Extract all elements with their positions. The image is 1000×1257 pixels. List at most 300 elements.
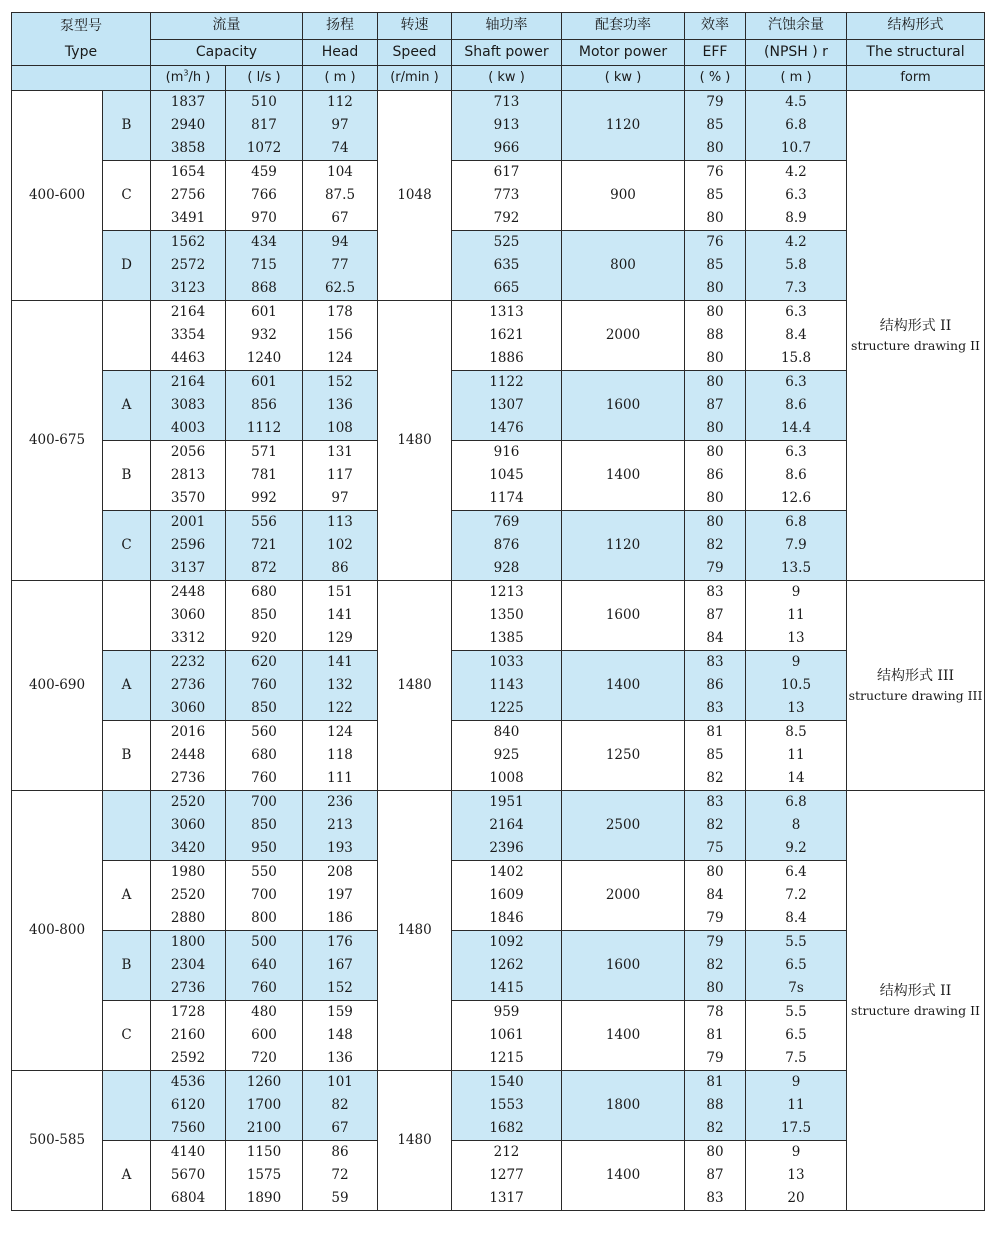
table-row <box>12 651 985 721</box>
cell-value: 83 <box>706 654 724 670</box>
cell-head <box>303 511 378 581</box>
cell-value: 79 <box>706 934 724 950</box>
cell-value: 680 <box>251 747 277 763</box>
cell-value: 3354 <box>170 327 206 343</box>
cell-value: 2160 <box>170 1027 206 1043</box>
speed-cell: 1048 <box>378 91 452 301</box>
cell-npsh <box>746 931 847 1001</box>
model-cell: 400-690 <box>12 581 103 791</box>
cell-value: 7560 <box>170 1120 206 1136</box>
cell-value: 1540 <box>489 1074 524 1090</box>
cell-value: 13.5 <box>780 560 812 576</box>
table-row <box>12 441 985 511</box>
cell-npsh <box>746 231 847 301</box>
cell-eff <box>685 301 746 371</box>
header-type <box>12 13 151 66</box>
cell-value: 76 <box>706 234 724 250</box>
cell-value: 8.6 <box>785 397 807 413</box>
cell-value: 850 <box>251 817 277 833</box>
cell-value: 141 <box>327 607 353 623</box>
cell-value: 88 <box>706 327 724 343</box>
cell-value: 3083 <box>170 397 206 413</box>
cell-value: 81 <box>706 1074 724 1090</box>
cell-m3h <box>151 511 226 581</box>
cell-ls <box>226 1001 303 1071</box>
cell-npsh <box>746 581 847 651</box>
cell-value: 1317 <box>489 1190 524 1206</box>
cell-npsh <box>746 301 847 371</box>
cell-shaft <box>452 441 562 511</box>
table-row <box>12 511 985 581</box>
cell-value: 129 <box>327 630 353 646</box>
cell-value: 2880 <box>170 910 206 926</box>
cell-value: 928 <box>493 560 520 576</box>
cell-value: 1385 <box>489 630 524 646</box>
model-cell: 500-585 <box>12 1071 103 1211</box>
cell-value: 766 <box>251 187 277 203</box>
table-row <box>12 91 985 161</box>
cell-value: 1837 <box>170 94 206 110</box>
cell-value: 156 <box>327 327 353 343</box>
cell-value: 80 <box>706 140 724 156</box>
unit-shaft: ( kw ) <box>452 66 562 91</box>
cell-value: 102 <box>327 537 353 553</box>
cell-value: 920 <box>251 630 277 646</box>
subtype-cell: D <box>103 231 151 301</box>
cell-value: 1122 <box>489 374 524 390</box>
cell-value: 601 <box>251 304 277 320</box>
cell-value: 2396 <box>489 840 524 856</box>
cell-value: 62.5 <box>324 280 356 296</box>
cell-value: 176 <box>327 934 353 950</box>
cell-value: 1654 <box>170 164 206 180</box>
cell-value: 556 <box>251 514 277 530</box>
header-motor-en: Motor power <box>562 39 685 66</box>
cell-value: 700 <box>251 887 277 903</box>
table-row <box>12 231 985 301</box>
cell-npsh <box>746 161 847 231</box>
cell-value: 6.8 <box>785 514 807 530</box>
cell-value: 665 <box>493 280 520 296</box>
cell-value: 4.2 <box>785 164 807 180</box>
cell-value: 500 <box>251 934 277 950</box>
cell-value: 2736 <box>170 677 206 693</box>
cell-value: 8.6 <box>785 467 807 483</box>
cell-value: 79 <box>706 910 724 926</box>
cell-value: 59 <box>331 1190 349 1206</box>
cell-head <box>303 1071 378 1141</box>
structure-cell <box>847 581 985 791</box>
cell-value: 550 <box>251 864 277 880</box>
cell-eff <box>685 1141 746 1211</box>
cell-value: 6.8 <box>785 117 807 133</box>
cell-value: 1143 <box>489 677 524 693</box>
cell-motor: 1400 <box>562 441 685 511</box>
cell-value: 8.9 <box>785 210 807 226</box>
cell-value: 640 <box>251 957 277 973</box>
cell-value: 3570 <box>170 490 206 506</box>
cell-value: 3123 <box>170 280 206 296</box>
cell-shaft <box>452 581 562 651</box>
cell-value: 6.8 <box>785 794 807 810</box>
cell-motor: 1120 <box>562 511 685 581</box>
cell-value: 3420 <box>170 840 206 856</box>
cell-value: 4140 <box>170 1144 206 1160</box>
cell-value: 1061 <box>489 1027 524 1043</box>
cell-value: 83 <box>706 700 724 716</box>
cell-value: 80 <box>706 374 724 390</box>
cell-value: 1215 <box>489 1050 524 1066</box>
structure-cn: 结构形式 II <box>879 317 952 334</box>
cell-value: 13 <box>787 1167 805 1183</box>
cell-value: 1033 <box>489 654 524 670</box>
cell-value: 14 <box>787 770 805 786</box>
structure-cn: 结构形式 II <box>879 983 952 999</box>
table-row <box>12 371 985 441</box>
cell-value: 850 <box>251 607 277 623</box>
cell-value: 15.8 <box>780 350 812 366</box>
cell-value: 856 <box>251 397 277 413</box>
cell-value: 1728 <box>170 1004 206 1020</box>
cell-value: 80 <box>706 444 724 460</box>
cell-value: 1890 <box>246 1190 282 1206</box>
header-struct-en2: form <box>847 66 985 91</box>
table-row <box>12 1071 985 1141</box>
cell-value: 560 <box>251 724 277 740</box>
header-shaft-cn: 轴功率 <box>485 17 528 34</box>
cell-eff <box>685 231 746 301</box>
cell-value: 12.6 <box>780 490 812 506</box>
cell-value: 193 <box>327 840 353 856</box>
cell-eff <box>685 511 746 581</box>
cell-value: 2813 <box>170 467 206 483</box>
cell-value: 152 <box>327 980 353 996</box>
cell-ls <box>226 91 303 161</box>
cell-value: 1150 <box>246 1144 282 1160</box>
cell-value: 1225 <box>489 700 524 716</box>
structure-cell <box>847 791 985 1211</box>
cell-head <box>303 301 378 371</box>
cell-value: 6.4 <box>785 864 807 880</box>
header-eff-cn: 效率 <box>701 17 729 34</box>
cell-value: 6120 <box>170 1097 206 1113</box>
structure-cn: 结构形式 III <box>876 667 955 684</box>
unit-head: ( m ) <box>303 66 378 91</box>
cell-value: 2592 <box>170 1050 206 1066</box>
cell-value: 950 <box>251 840 277 856</box>
cell-npsh <box>746 721 847 791</box>
cell-value: 1700 <box>246 1097 282 1113</box>
cell-value: 81 <box>706 724 724 740</box>
cell-value: 5670 <box>170 1167 206 1183</box>
cell-value: 1174 <box>489 490 524 506</box>
cell-m3h <box>151 931 226 1001</box>
cell-value: 74 <box>331 140 349 156</box>
cell-npsh <box>746 651 847 721</box>
cell-value: 2001 <box>170 514 206 530</box>
cell-npsh <box>746 1071 847 1141</box>
cell-value: 9.2 <box>785 840 807 856</box>
cell-value: 9 <box>791 654 801 670</box>
structure-cell <box>847 91 985 581</box>
cell-value: 82 <box>331 1097 349 1113</box>
subtype-cell <box>103 1071 151 1141</box>
unit-m3h-pre: (m <box>165 70 184 85</box>
cell-value: 84 <box>706 630 724 646</box>
cell-value: 87 <box>706 1167 724 1183</box>
pump-performance-table <box>11 12 985 1211</box>
cell-value: 80 <box>706 420 724 436</box>
cell-value: 79 <box>706 94 724 110</box>
cell-value: 5.8 <box>785 257 807 273</box>
header-capacity-en: Capacity <box>151 39 303 66</box>
structure-en: structure drawing III <box>848 687 983 703</box>
cell-value: 8 <box>791 817 801 833</box>
cell-head <box>303 231 378 301</box>
header-capacity <box>151 13 303 40</box>
table-row <box>12 721 985 791</box>
cell-value: 850 <box>251 700 277 716</box>
cell-value: 510 <box>251 94 277 110</box>
cell-value: 167 <box>327 957 353 973</box>
cell-npsh <box>746 1141 847 1211</box>
cell-npsh <box>746 791 847 861</box>
cell-value: 87.5 <box>324 187 356 203</box>
cell-ls <box>226 371 303 441</box>
cell-value: 80 <box>706 980 724 996</box>
cell-value: 77 <box>331 257 349 273</box>
cell-eff <box>685 1001 746 1071</box>
cell-value: 82 <box>706 957 724 973</box>
cell-value: 6804 <box>170 1190 206 1206</box>
cell-npsh <box>746 861 847 931</box>
cell-value: 6.5 <box>785 1027 807 1043</box>
cell-value: 82 <box>706 770 724 786</box>
cell-value: 97 <box>331 490 349 506</box>
cell-value: 72 <box>331 1167 349 1183</box>
header-head-cn: 扬程 <box>326 17 354 34</box>
cell-value: 2756 <box>170 187 206 203</box>
cell-value: 84 <box>706 887 724 903</box>
cell-ls <box>226 931 303 1001</box>
cell-value: 8.4 <box>785 910 807 926</box>
cell-value: 2736 <box>170 980 206 996</box>
cell-value: 5.5 <box>785 934 807 950</box>
cell-motor: 2500 <box>562 791 685 861</box>
cell-head <box>303 581 378 651</box>
cell-value: 4536 <box>170 1074 206 1090</box>
cell-value: 1112 <box>246 420 282 436</box>
cell-value: 459 <box>251 164 277 180</box>
cell-value: 86 <box>331 560 349 576</box>
cell-m3h <box>151 441 226 511</box>
cell-value: 111 <box>327 770 353 786</box>
cell-value: 124 <box>327 350 353 366</box>
cell-value: 1072 <box>246 140 282 156</box>
subtype-cell <box>103 301 151 371</box>
cell-value: 82 <box>706 817 724 833</box>
cell-value: 14.4 <box>780 420 812 436</box>
subtype-cell: C <box>103 511 151 581</box>
cell-value: 85 <box>706 117 724 133</box>
cell-value: 10.7 <box>780 140 812 156</box>
cell-ls <box>226 161 303 231</box>
cell-value: 108 <box>327 420 353 436</box>
cell-value: 3312 <box>170 630 206 646</box>
header-eff <box>685 13 746 40</box>
cell-eff <box>685 931 746 1001</box>
cell-value: 760 <box>251 770 277 786</box>
subtype-cell <box>103 581 151 651</box>
cell-value: 2940 <box>170 117 206 133</box>
unit-eff: ( % ) <box>685 66 746 91</box>
subtype-cell: B <box>103 721 151 791</box>
header-type-cn: 泵型号 <box>60 18 102 34</box>
model-cell: 400-800 <box>12 791 103 1071</box>
cell-ls <box>226 1141 303 1211</box>
header-type-blank <box>12 66 151 91</box>
cell-value: 959 <box>493 1004 520 1020</box>
cell-value: 970 <box>251 210 277 226</box>
header-motor-cn: 配套功率 <box>595 17 651 34</box>
cell-shaft <box>452 791 562 861</box>
cell-value: 913 <box>493 117 520 133</box>
cell-value: 1621 <box>489 327 524 343</box>
cell-shaft <box>452 511 562 581</box>
cell-value: 13 <box>787 700 805 716</box>
cell-value: 3137 <box>170 560 206 576</box>
cell-shaft <box>452 931 562 1001</box>
cell-value: 81 <box>706 1027 724 1043</box>
unit-m3h <box>151 66 226 91</box>
cell-value: 87 <box>706 397 724 413</box>
subtype-cell: B <box>103 441 151 511</box>
cell-ls <box>226 721 303 791</box>
cell-eff <box>685 581 746 651</box>
cell-value: 186 <box>327 910 353 926</box>
cell-value: 8.4 <box>785 327 807 343</box>
cell-npsh <box>746 1001 847 1071</box>
cell-value: 118 <box>327 747 353 763</box>
cell-shaft <box>452 861 562 931</box>
cell-value: 8.5 <box>785 724 807 740</box>
cell-value: 792 <box>493 210 520 226</box>
cell-value: 760 <box>251 677 277 693</box>
header-head <box>303 13 378 40</box>
header-speed-en: Speed <box>378 39 452 66</box>
cell-shaft <box>452 161 562 231</box>
cell-value: 721 <box>251 537 277 553</box>
cell-ls <box>226 231 303 301</box>
cell-head <box>303 1141 378 1211</box>
cell-value: 20 <box>787 1190 805 1206</box>
cell-eff <box>685 161 746 231</box>
cell-value: 6.3 <box>785 444 807 460</box>
cell-shaft <box>452 1071 562 1141</box>
cell-m3h <box>151 1141 226 1211</box>
cell-value: 1951 <box>489 794 524 810</box>
table-row <box>12 861 985 931</box>
cell-value: 212 <box>493 1144 520 1160</box>
subtype-cell: B <box>103 91 151 161</box>
cell-value: 148 <box>327 1027 353 1043</box>
cell-shaft <box>452 91 562 161</box>
cell-ls <box>226 651 303 721</box>
unit-m3h-post: /h ) <box>188 70 211 85</box>
cell-value: 1402 <box>489 864 524 880</box>
cell-value: 720 <box>251 1050 277 1066</box>
cell-npsh <box>746 441 847 511</box>
cell-eff <box>685 1071 746 1141</box>
subtype-cell: C <box>103 1001 151 1071</box>
cell-value: 82 <box>706 537 724 553</box>
cell-value: 2448 <box>170 747 206 763</box>
cell-value: 1553 <box>489 1097 524 1113</box>
table-row <box>12 791 985 861</box>
unit-npsh: ( m ) <box>746 66 847 91</box>
header-shaft <box>452 13 562 40</box>
table-row <box>12 581 985 651</box>
cell-value: 3491 <box>170 210 206 226</box>
header-capacity-cn: 流量 <box>212 17 241 34</box>
cell-value: 117 <box>327 467 353 483</box>
table-row <box>12 161 985 231</box>
cell-motor: 2000 <box>562 301 685 371</box>
cell-value: 80 <box>706 514 724 530</box>
header-motor <box>562 13 685 40</box>
cell-m3h <box>151 371 226 441</box>
cell-motor: 1800 <box>562 1071 685 1141</box>
cell-value: 7.5 <box>785 1050 807 1066</box>
header-npsh <box>746 13 847 40</box>
model-cell: 400-600 <box>12 91 103 301</box>
cell-value: 773 <box>493 187 520 203</box>
cell-value: 7.9 <box>785 537 807 553</box>
cell-ls <box>226 511 303 581</box>
cell-m3h <box>151 721 226 791</box>
cell-value: 136 <box>327 1050 353 1066</box>
cell-value: 113 <box>327 514 353 530</box>
cell-value: 112 <box>327 94 353 110</box>
cell-value: 2232 <box>170 654 206 670</box>
cell-value: 1260 <box>246 1074 282 1090</box>
cell-value: 876 <box>493 537 520 553</box>
cell-value: 197 <box>327 887 353 903</box>
cell-head <box>303 931 378 1001</box>
cell-eff <box>685 861 746 931</box>
cell-value: 781 <box>251 467 277 483</box>
cell-value: 800 <box>251 910 277 926</box>
cell-value: 1277 <box>489 1167 524 1183</box>
cell-value: 1886 <box>489 350 524 366</box>
cell-value: 925 <box>493 747 520 763</box>
cell-value: 76 <box>706 164 724 180</box>
cell-value: 17.5 <box>780 1120 812 1136</box>
cell-ls <box>226 1071 303 1141</box>
subtype-cell: A <box>103 371 151 441</box>
cell-motor: 2000 <box>562 861 685 931</box>
cell-motor: 1250 <box>562 721 685 791</box>
cell-value: 3060 <box>170 700 206 716</box>
cell-value: 620 <box>251 654 277 670</box>
subtype-cell: B <box>103 931 151 1001</box>
cell-head <box>303 371 378 441</box>
unit-ls: ( l/s ) <box>226 66 303 91</box>
cell-value: 4.2 <box>785 234 807 250</box>
cell-value: 2448 <box>170 584 206 600</box>
cell-value: 83 <box>706 1190 724 1206</box>
table-row <box>12 931 985 1001</box>
